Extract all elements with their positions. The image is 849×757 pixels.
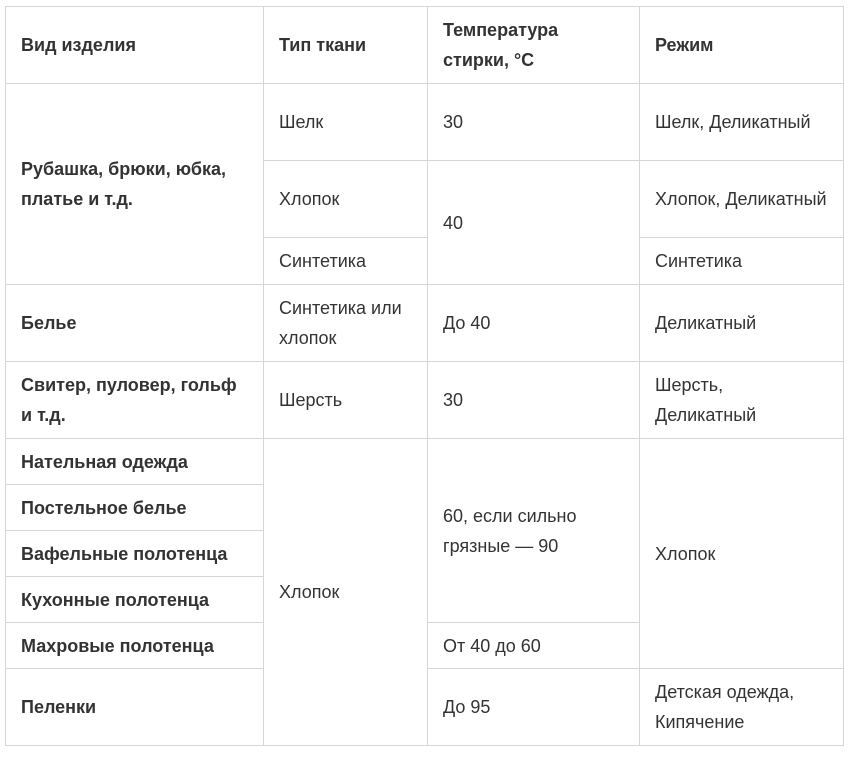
header-wash-temperature: Температура стирки, °С [428, 7, 640, 84]
fabric-wool: Шерсть [264, 362, 428, 439]
fabric-cotton-group: Хлопок [264, 439, 428, 746]
temp-terry-towels: От 40 до 60 [428, 623, 640, 669]
mode-underwear: Деликатный [640, 285, 844, 362]
table-row [6, 362, 844, 439]
temp-silk: 30 [428, 84, 640, 161]
header-item-type: Вид изделия [6, 7, 264, 84]
item-body-clothing: Нательная одежда [6, 439, 264, 485]
item-waffle-towels: Вафельные полотенца [6, 531, 264, 577]
item-clothes: Рубашка, брюки, юбка, платье и т.д. [6, 84, 264, 285]
table-row [6, 84, 844, 161]
header-mode: Режим [640, 7, 844, 84]
item-diapers: Пеленки [6, 669, 264, 746]
mode-diapers: Детская одежда, Кипячение [640, 669, 844, 746]
mode-synthetic: Синтетика [640, 238, 844, 285]
fabric-cotton: Хлопок [264, 161, 428, 238]
item-kitchen-towels: Кухонные полотенца [6, 577, 264, 623]
header-row [6, 7, 844, 84]
mode-silk: Шелк, Деликатный [640, 84, 844, 161]
item-terry-towels: Махровые полотенца [6, 623, 264, 669]
header-fabric-type: Тип ткани [264, 7, 428, 84]
mode-cotton-group: Хлопок [640, 439, 844, 669]
fabric-underwear: Синтетика или хлопок [264, 285, 428, 362]
temp-wool: 30 [428, 362, 640, 439]
fabric-synthetic: Синтетика [264, 238, 428, 285]
table-row [6, 439, 844, 485]
item-bed-linen: Постельное белье [6, 485, 264, 531]
temp-cotton-group: 60, если сильно грязные — 90 [428, 439, 640, 623]
item-sweater: Свитер, пуловер, гольф и т.д. [6, 362, 264, 439]
washing-table [5, 6, 844, 746]
table-row [6, 285, 844, 362]
item-underwear: Белье [6, 285, 264, 362]
fabric-silk: Шелк [264, 84, 428, 161]
temp-underwear: До 40 [428, 285, 640, 362]
mode-wool: Шерсть, Деликатный [640, 362, 844, 439]
temp-cotton-synthetic: 40 [428, 161, 640, 285]
mode-cotton: Хлопок, Деликатный [640, 161, 844, 238]
temp-diapers: До 95 [428, 669, 640, 746]
